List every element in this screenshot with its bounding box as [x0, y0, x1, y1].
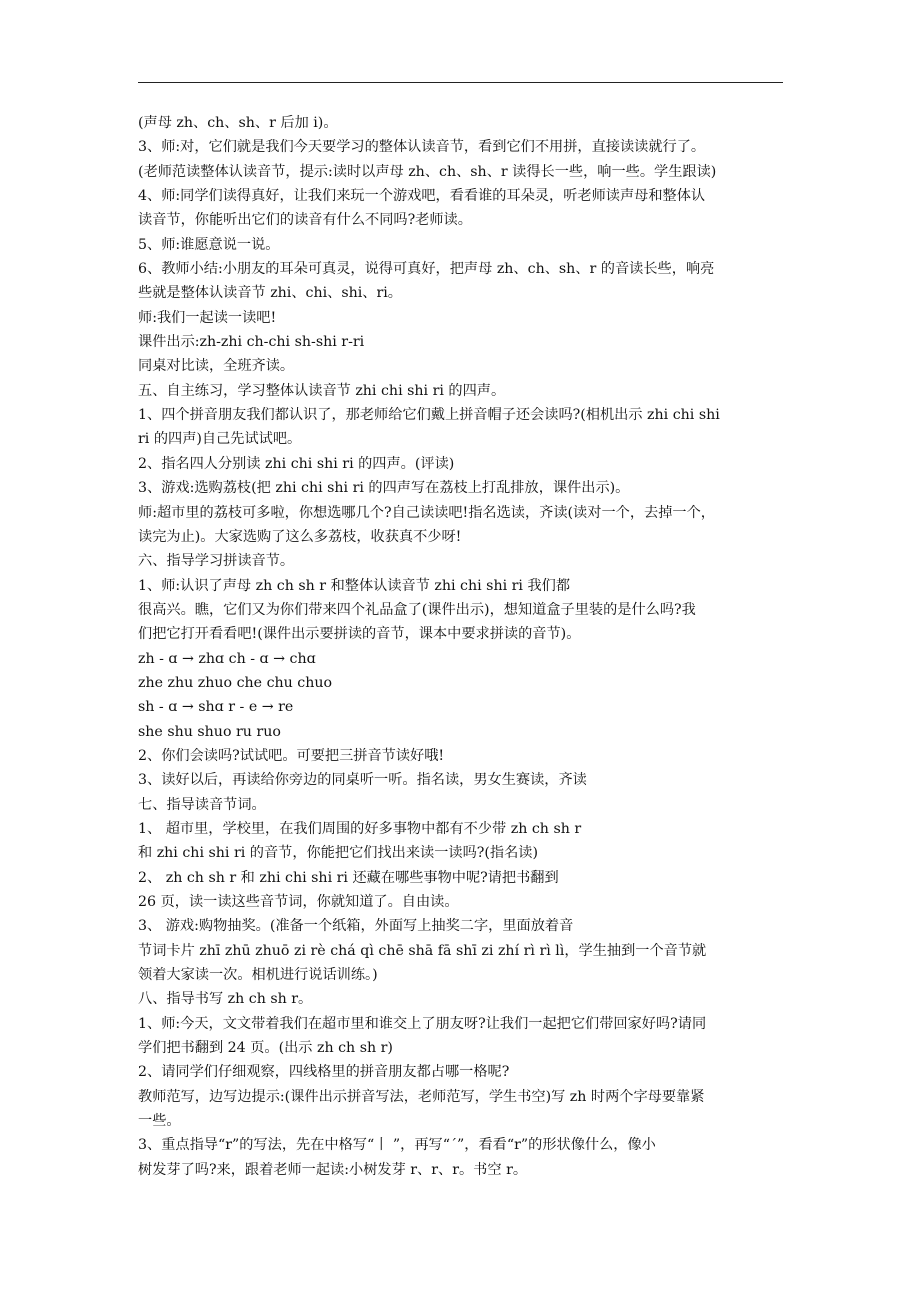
text-line: 树发芽了吗?来，跟着老师一起读:小树发芽 r、r、r。书空 r。 — [138, 1161, 528, 1178]
text-line: 师:超市里的荔枝可多啦，你想选哪几个?自己读读吧!指名选读，齐读(读对一个，去掉一个， — [138, 504, 715, 521]
text-line: 一些。 — [138, 1113, 181, 1130]
text-line: 1、四个拼音朋友我们都认识了，那老师给它们戴上拼音帽子还会读吗?(相机出示 zhi chi shi — [138, 407, 720, 424]
text-line: 3、游戏:选购荔枝(把 zhi chi shi ri 的四声写在荔枝上打乱排放，课件出示)。 — [138, 480, 630, 497]
text-line: 1、师:认识了声母 zh ch sh r 和整体认读音节 zhi chi shi ri 我们都 — [138, 577, 571, 594]
text-line: 26 页，读一读这些音节词，你就知道了。自由读。 — [138, 894, 459, 910]
document-body — [138, 111, 790, 1182]
section-heading: 八、指导书写 zh ch sh r。 — [138, 991, 313, 1008]
text-line: 们把它打开看看吧!(课件出示要拼读的音节，课本中要求拼读的音节)。 — [138, 626, 581, 643]
text-line: 6、教师小结:小朋友的耳朵可真灵，说得可真好，把声母 zh、ch、sh、r 的音读长些，响亮 — [138, 261, 715, 278]
pinyin-line: zhe zhu zhuo che chu chuo — [138, 674, 333, 691]
text-line: 些就是整体认读音节 zhi、chi、shi、ri。 — [138, 285, 402, 302]
text-line: 师:我们一起读一读吧! — [138, 309, 277, 326]
text-line: 2、指名四人分别读 zhi chi shi ri 的四声。(评读) — [138, 455, 455, 472]
section-heading: 七、指导读音节词。 — [138, 796, 266, 813]
section-heading: 五、自主练习，学习整体认读音节 zhi chi shi ri 的四声。 — [138, 382, 506, 399]
text-line: 学们把书翻到 24 页。(出示 zh ch sh r) — [138, 1040, 393, 1057]
text-line: 领着大家读一次。相机进行说话训练。) — [138, 967, 378, 984]
text-line: 2、你们会读吗?试试吧。可要把三拼音节读好哦! — [138, 747, 445, 764]
text-line: 节词卡片 zhī zhū zhuō zi rè chá qì chē shā fā shī zi zhí rì rì lì，学生抽到一个音节就 — [138, 942, 707, 959]
text-line: 很高兴。瞧，它们又为你们带来四个礼品盒了(课件出示)，想知道盒子里装的是什么吗?我 — [138, 601, 696, 618]
text-line: 1、 超市里，学校里，在我们周围的好多事物中都有不少带 zh ch sh r — [138, 820, 582, 837]
text-line: 和 zhi chi shi ri 的音节，你能把它们找出来读一读吗?(指名读) — [138, 845, 539, 862]
text-line: 教师范写，边写边提示:(课件出示拼音写法，老师范写，学生书空)写 zh 时两个字母要靠紧 — [138, 1088, 705, 1105]
text-line: 3、 游戏:购物抽奖。(准备一个纸箱，外面写上抽奖二字，里面放着音 — [138, 918, 574, 935]
text-line: 同桌对比读，全班齐读。 — [138, 358, 295, 375]
section-heading: 六、指导学习拼读音节。 — [138, 553, 295, 570]
pinyin-line: she shu shuo ru ruo — [138, 723, 281, 740]
text-line: (声母 zh、ch、sh、r 后加 i)。 — [138, 115, 338, 131]
text-line: 3、重点指导“r”的写法，先在中格写“丨 ”，再写“ˊ”，看看“r”的形状像什么，像小 — [138, 1137, 656, 1154]
text-line: 课件出示:zh-zhi ch-chi sh-shi r-ri — [138, 334, 365, 351]
text-line: 4、师:同学们读得真好，让我们来玩一个游戏吧，看看谁的耳朵灵，听老师读声母和整体认 — [138, 188, 706, 205]
text-line: 5、师:谁愿意说一说。 — [138, 236, 280, 253]
header-rule — [138, 82, 783, 83]
text-line: 2、请同学们仔细观察，四线格里的拼音朋友都占哪一格呢? — [138, 1064, 510, 1081]
pinyin-line: sh - ɑ → shɑ r - e → re — [138, 699, 294, 716]
text-line: (老师范读整体认读音节，提示:读时以声母 zh、ch、sh、r 读得长一些，响一些。学生跟读) — [138, 163, 717, 180]
text-line: 3、师:对，它们就是我们今天要学习的整体认读音节，看到它们不用拼，直接读读就行了。 — [138, 139, 706, 156]
text-line: 1、师:今天，文文带着我们在超市里和谁交上了朋友呀?让我们一起把它们带回家好吗?请同 — [138, 1015, 707, 1032]
text-line: ri 的四声)自己先试试吧。 — [138, 431, 302, 448]
text-line: 3、读好以后，再读给你旁边的同桌听一听。指名读，男女生赛读，齐读 — [138, 772, 587, 789]
text-line: 读音节，你能听出它们的读音有什么不同吗?老师读。 — [138, 212, 472, 229]
pinyin-line: zh - ɑ → zhɑ ch - ɑ → chɑ — [138, 650, 316, 667]
text-line: 读完为止)。大家选购了这么多荔枝，收获真不少呀! — [138, 528, 462, 545]
text-line: 2、 zh ch sh r 和 zhi chi shi ri 还藏在哪些事物中呢?请把书翻到 — [138, 869, 559, 886]
